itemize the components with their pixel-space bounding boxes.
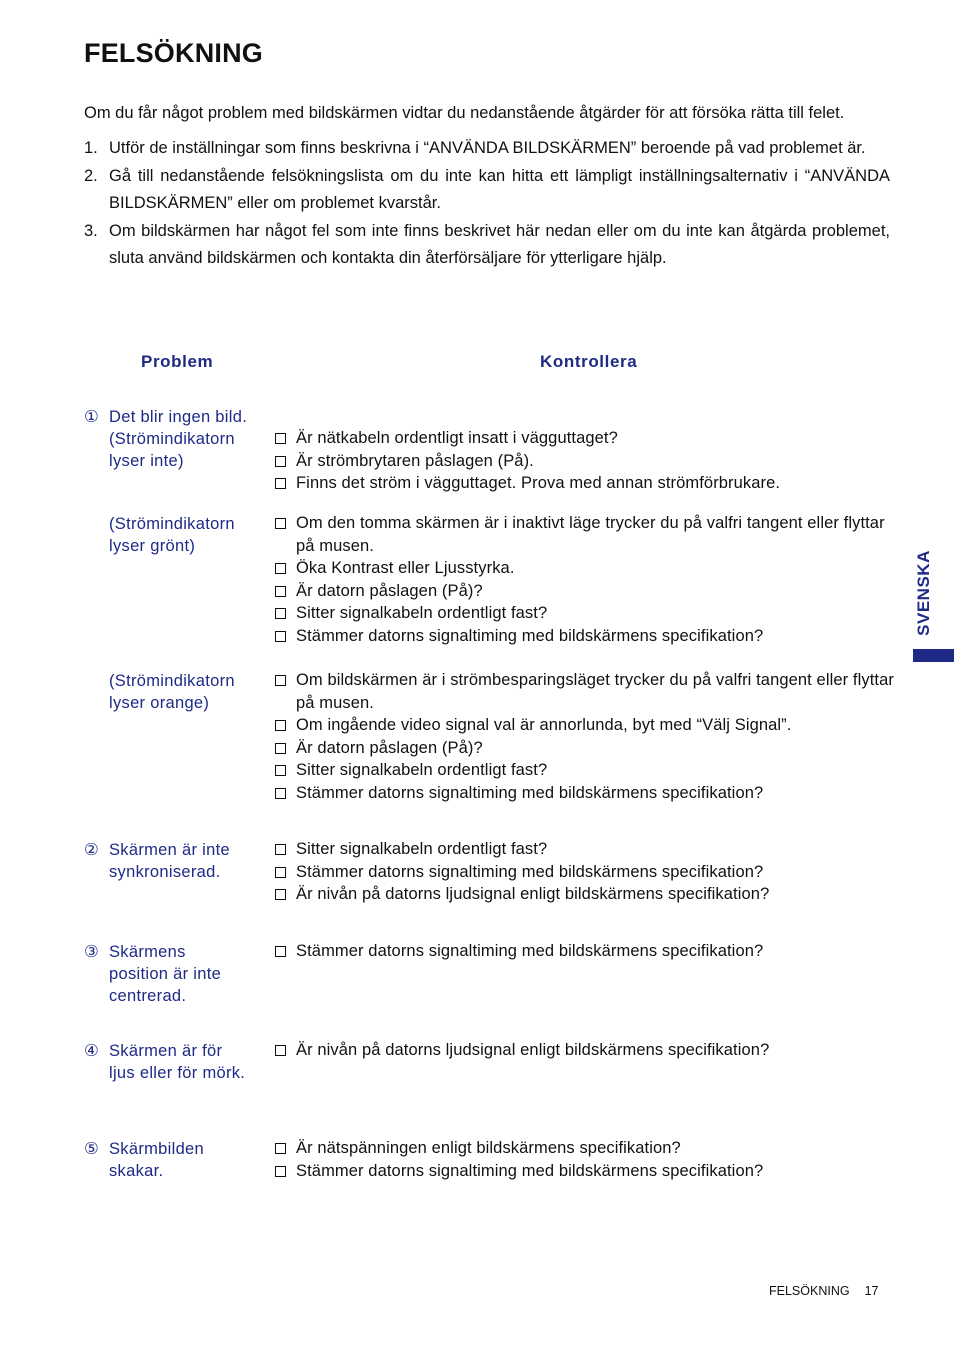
problem-text: Skärmen är för ljus eller för mörk. — [109, 1042, 246, 1082]
check-item: Sitter signalkabeln ordentligt fast? — [274, 602, 894, 625]
checkbox-icon — [275, 675, 286, 686]
checkbox-icon — [275, 1166, 286, 1177]
check-item: Stämmer datorns signaltiming med bildskärmens specifikation? — [274, 625, 894, 648]
step-text: Gå till nedanstående felsökningslista om du inte kan hitta ett lämpligt inställningsalternativ i “ANVÄNDA BILDSKÄRMEN” eller om problemet kvarstår. — [109, 166, 890, 212]
check-item: Är nivån på datorns ljudsignal enligt bildskärmens specifikation? — [274, 883, 894, 906]
check-item: Sitter signalkabeln ordentligt fast? — [274, 838, 894, 861]
checkbox-icon — [275, 720, 286, 731]
check-item: Om ingående video signal val är annorlunda, byt med “Välj Signal”. — [274, 714, 894, 737]
check-item: Är nätkabeln ordentligt insatt i vägguttaget? — [274, 427, 894, 450]
problem-cell — [84, 1040, 259, 1084]
check-item: Stämmer datorns signaltiming med bildskärmens specifikation? — [274, 940, 894, 963]
check-item: Sitter signalkabeln ordentligt fast? — [274, 759, 894, 782]
check-item: Finns det ström i vägguttaget. Prova med annan strömförbrukare. — [274, 472, 894, 495]
step-item — [84, 218, 890, 273]
check-item: Om den tomma skärmen är i inaktivt läge trycker du på valfri tangent eller flyttar på musen. — [274, 512, 894, 557]
column-header-problem: Problem — [141, 352, 214, 371]
check-item: Om bildskärmen är i strömbesparingsläget trycker du på valfri tangent eller flyttar på musen. — [274, 669, 894, 714]
problem-text: Skärmens position är inte centrerad. — [109, 943, 222, 1005]
step-text: Utför de inställningar som finns beskrivna i “ANVÄNDA BILDSKÄRMEN” beroende på vad problemet är. — [109, 139, 866, 157]
check-list — [274, 1137, 894, 1182]
problem-cell — [84, 839, 259, 883]
step-number: 3. — [84, 221, 98, 240]
problem-text: (Strömindikatorn lyser grönt) — [109, 515, 235, 555]
checkbox-icon — [275, 765, 286, 776]
problem-text: Det blir ingen bild. (Strömindikatorn lyser inte) — [109, 408, 248, 470]
checkbox-icon — [275, 433, 286, 444]
problem-text: Skärmen är inte synkroniserad. — [109, 841, 230, 881]
checkbox-icon — [275, 1045, 286, 1056]
check-list — [274, 512, 894, 647]
check-list — [274, 1039, 894, 1062]
problem-marker: ① — [84, 408, 100, 426]
page-footer — [769, 1284, 878, 1298]
check-item: Stämmer datorns signaltiming med bildskärmens specifikation? — [274, 861, 894, 884]
problem-cell — [84, 513, 259, 557]
page-title: FELSÖKNING — [84, 38, 264, 68]
check-item: Öka Kontrast eller Ljusstyrka. — [274, 557, 894, 580]
problem-marker: ② — [84, 841, 100, 859]
check-item: Stämmer datorns signaltiming med bildskärmens specifikation? — [274, 782, 894, 805]
check-list — [274, 427, 894, 495]
checkbox-icon — [275, 586, 286, 597]
checkbox-icon — [275, 631, 286, 642]
check-item: Stämmer datorns signaltiming med bildskärmens specifikation? — [274, 1160, 894, 1183]
checkbox-icon — [275, 788, 286, 799]
check-list — [274, 669, 894, 804]
checkbox-icon — [275, 946, 286, 957]
problem-cell — [84, 1138, 259, 1182]
step-item — [84, 135, 890, 163]
check-item: Är datorn påslagen (På)? — [274, 737, 894, 760]
checkbox-icon — [275, 889, 286, 900]
check-item: Är strömbrytaren påslagen (På). — [274, 450, 894, 473]
problem-cell — [84, 941, 259, 1007]
language-label: SVENSKA — [914, 550, 933, 636]
problem-cell — [84, 406, 259, 472]
steps-list — [84, 135, 890, 273]
page-number: 17 — [864, 1284, 879, 1298]
checkbox-icon — [275, 518, 286, 529]
check-item: Är nivån på datorns ljudsignal enligt bildskärmens specifikation? — [274, 1039, 894, 1062]
checkbox-icon — [275, 456, 286, 467]
checkbox-icon — [275, 478, 286, 489]
problem-marker: ③ — [84, 943, 100, 961]
check-list — [274, 940, 894, 963]
step-number: 1. — [84, 139, 98, 157]
problem-text: Skärmbilden skakar. — [109, 1140, 205, 1180]
language-tab — [908, 545, 940, 641]
check-list — [274, 838, 894, 906]
problem-text: (Strömindikatorn lyser orange) — [109, 672, 235, 712]
problem-cell — [84, 670, 259, 714]
checkbox-icon — [275, 743, 286, 754]
check-item: Är nätspänningen enligt bildskärmens specifikation? — [274, 1137, 894, 1160]
step-item — [84, 163, 890, 218]
intro-text: Om du får något problem med bildskärmen vidtar du nedanstående åtgärder för att försöka rätta till felet. — [84, 104, 845, 122]
checkbox-icon — [275, 844, 286, 855]
column-header-check: Kontrollera — [540, 352, 638, 371]
problem-marker: ⑤ — [84, 1140, 100, 1158]
checkbox-icon — [275, 608, 286, 619]
footer-section: FELSÖKNING — [769, 1284, 850, 1298]
step-number: 2. — [84, 166, 98, 185]
problem-marker: ④ — [84, 1042, 100, 1060]
checkbox-icon — [275, 867, 286, 878]
step-text: Om bildskärmen har något fel som inte finns beskrivet här nedan eller om du inte kan åtgärda problemet, sluta använd bildskärmen och kontakta din återförsäljare för ytterligare hjälp. — [109, 221, 890, 267]
checkbox-icon — [275, 563, 286, 574]
language-marker-bar — [913, 649, 954, 662]
checkbox-icon — [275, 1143, 286, 1154]
check-item: Är datorn påslagen (På)? — [274, 580, 894, 603]
